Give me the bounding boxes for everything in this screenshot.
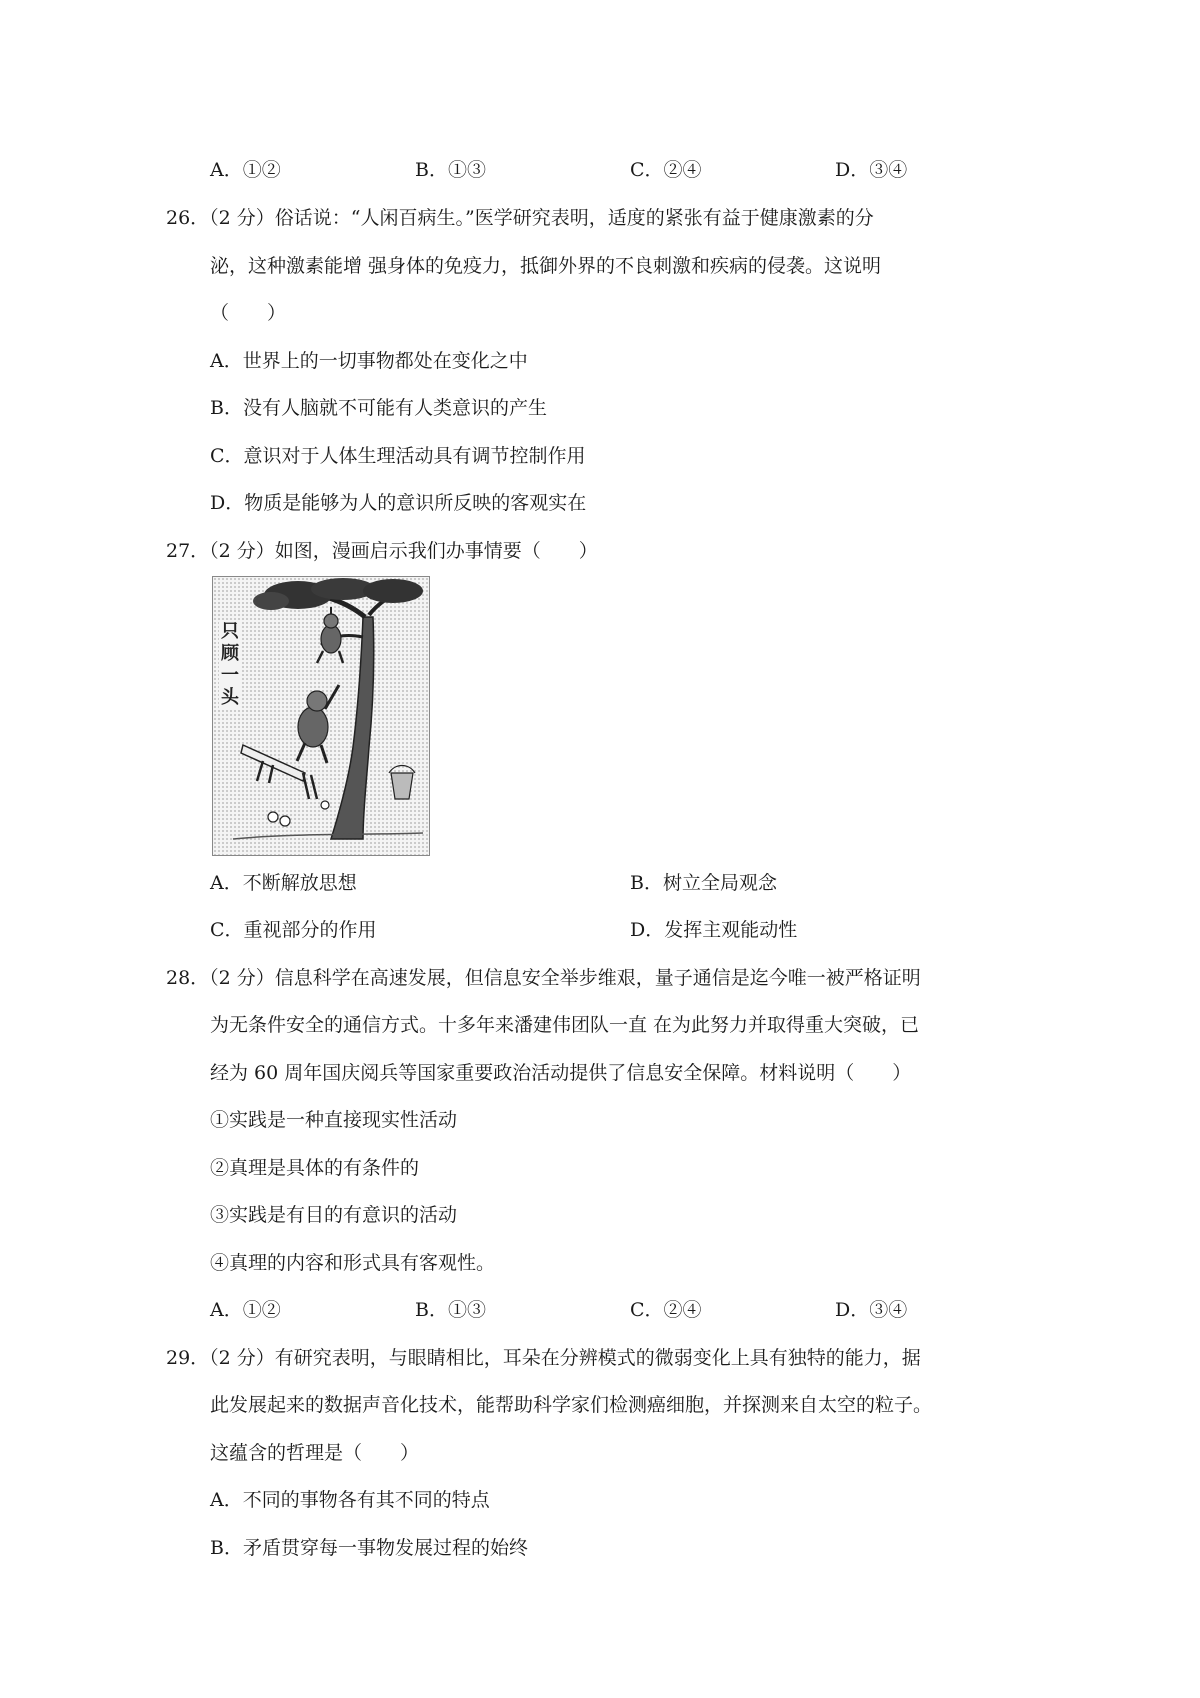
q28-statement-3: ③实践是有目的有意识的活动 bbox=[210, 1204, 458, 1226]
q27-stem: 27．（2 分）如图，漫画启示我们办事情要（ ） bbox=[166, 540, 598, 562]
cartoon-label-char-3: 一 bbox=[221, 665, 239, 686]
q26-option-b[interactable]: B．没有人脑就不可能有人类意识的产生 bbox=[210, 397, 547, 419]
q27-option-c[interactable]: C．重视部分的作用 bbox=[210, 919, 377, 941]
q26-answer-blank: （ ） bbox=[210, 302, 287, 324]
q27-option-b[interactable]: B．树立全局观念 bbox=[630, 872, 777, 894]
q28-option-d[interactable]: D．③④ bbox=[835, 1299, 908, 1321]
q25-option-b[interactable]: B．①③ bbox=[415, 159, 486, 181]
q29-option-b[interactable]: B．矛盾贯穿每一事物发展过程的始终 bbox=[210, 1537, 528, 1559]
q28-stem-line-1: 28．（2 分）信息科学在高速发展，但信息安全举步维艰，量子通信是迄今唯一被严格证明 bbox=[166, 967, 921, 989]
q28-statement-2: ②真理是具体的有条件的 bbox=[210, 1157, 420, 1179]
q28-statement-4: ④真理的内容和形式具有客观性。 bbox=[210, 1252, 496, 1274]
cartoon-label-char-4: 头 bbox=[221, 687, 239, 708]
q28-option-b[interactable]: B．①③ bbox=[415, 1299, 486, 1321]
q26-option-a[interactable]: A．世界上的一切事物都处在变化之中 bbox=[210, 350, 528, 372]
q29-stem-line-2: 此发展起来的数据声音化技术，能帮助科学家们检测癌细胞，并探测来自太空的粒子。 bbox=[210, 1394, 933, 1416]
q26-option-c[interactable]: C．意识对于人体生理活动具有调节控制作用 bbox=[210, 445, 586, 467]
q29-option-a[interactable]: A．不同的事物各有其不同的特点 bbox=[210, 1489, 490, 1511]
q28-stem-line-3: 经为 60 周年国庆阅兵等国家重要政治活动提供了信息安全保障。材料说明（ ） bbox=[210, 1062, 912, 1084]
q29-stem-line-3: 这蕴含的哲理是（ ） bbox=[210, 1442, 420, 1464]
cartoon-title-label bbox=[219, 621, 241, 709]
q28-statement-1: ①实践是一种直接现实性活动 bbox=[210, 1109, 458, 1131]
q28-stem-line-2: 为无条件安全的通信方式。十多年来潘建伟团队一直 在为此努力并取得重大突破，已 bbox=[210, 1014, 920, 1036]
q25-option-a[interactable]: A．①② bbox=[210, 159, 281, 181]
q27-option-a[interactable]: A．不断解放思想 bbox=[210, 872, 357, 894]
cartoon-label-char-2: 顾 bbox=[221, 643, 239, 664]
q25-option-c[interactable]: C．②④ bbox=[630, 159, 702, 181]
cartoon-drawing bbox=[213, 577, 429, 855]
q27-cartoon bbox=[212, 576, 430, 856]
q26-stem-line-2: 泌，这种激素能增 强身体的免疫力，抵御外界的不良刺激和疾病的侵袭。这说明 bbox=[210, 255, 882, 277]
q28-option-c[interactable]: C．②④ bbox=[630, 1299, 702, 1321]
q25-option-d[interactable]: D．③④ bbox=[835, 159, 908, 181]
q26-stem-line-1: 26．（2 分）俗话说：“人闲百病生。”医学研究表明，适度的紧张有益于健康激素的分 bbox=[166, 207, 874, 229]
q26-option-d[interactable]: D．物质是能够为人的意识所反映的客观实在 bbox=[210, 492, 587, 514]
q28-option-a[interactable]: A．①② bbox=[210, 1299, 281, 1321]
q27-option-d[interactable]: D．发挥主观能动性 bbox=[630, 919, 798, 941]
q29-stem-line-1: 29．（2 分）有研究表明，与眼睛相比，耳朵在分辨模式的微弱变化上具有独特的能力，据 bbox=[166, 1347, 921, 1369]
cartoon-label-char-1: 只 bbox=[221, 621, 239, 642]
